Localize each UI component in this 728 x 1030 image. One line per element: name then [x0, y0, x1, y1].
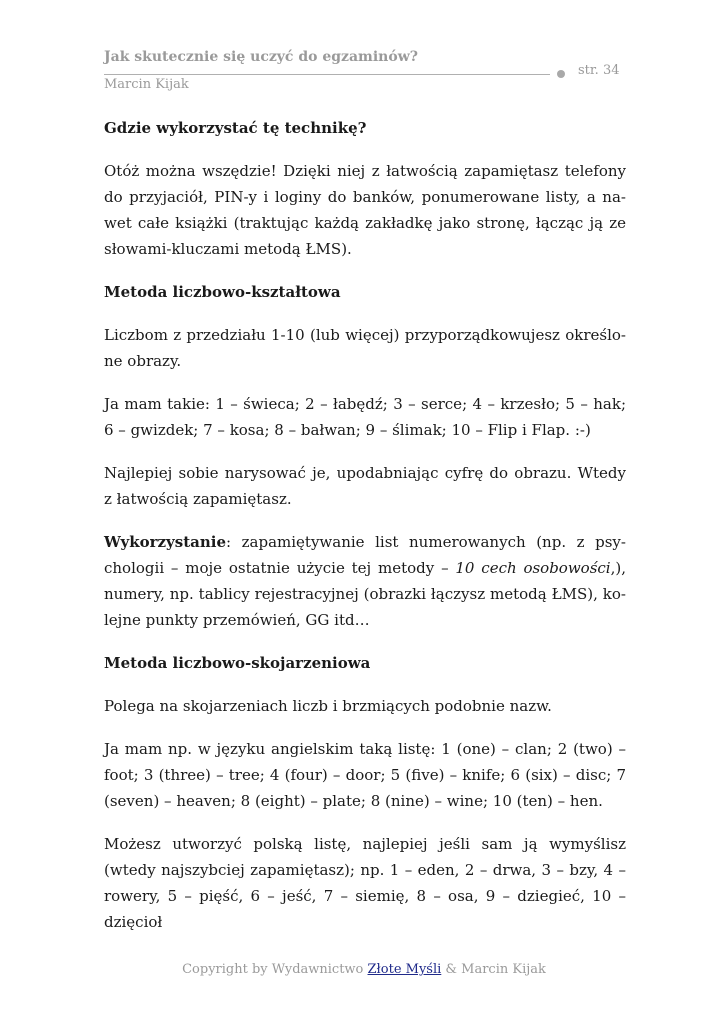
paragraph: Polega na skojarzeniach liczb i brzmiących podobnie nazw. [104, 697, 552, 715]
header-author: Marcin Kijak [104, 77, 189, 92]
usage-label: Wykorzystanie [104, 533, 227, 551]
paragraph-usage [104, 529, 626, 633]
page-content [104, 115, 626, 952]
paragraph: Najlepiej sobie narysować je, upodabniając cyfrę do obrazu. Wtedy z łatwością zapamiętasz. [104, 464, 626, 508]
paragraph: Ja mam np. w języku angielskim taką listę: 1 (one) – clan; 2 (two) – foot; 3 (three) – tree; 4 (four) – door; 5 (five) – knife; 6 (six) – disc; 7 (seven) – heaven; 8 (eight) – plate; 8 (nine) – wine; 10 (ten) – hen. [104, 740, 626, 810]
usage-text-a: : zapamiętywanie list numerowanych (np. z psychologii – moje ostatnie użycie tej metody – [104, 533, 626, 577]
footer-copyright [0, 962, 728, 977]
page-number: str. 34 [578, 63, 620, 78]
usage-text-b: ,), numery, np. tablicy rejestracyjnej (obrazki łączysz metodą ŁMS), kolejne punkty przemówień, GG itd… [104, 559, 626, 629]
usage-italic: 10 cech osobowości [455, 559, 611, 577]
section-heading-usage: Gdzie wykorzystać tę technikę? [104, 119, 367, 137]
publisher-link[interactable]: Złote Myśli [367, 962, 442, 977]
section-heading-number-association: Metoda liczbowo-skojarzeniowa [104, 654, 371, 672]
header-book-title: Jak skutecznie się uczyć do egzaminów? [104, 49, 418, 65]
header-bullet-icon [557, 70, 565, 78]
footer-suffix: & Marcin Kijak [441, 962, 546, 977]
footer-prefix: Copyright by Wydawnictwo [182, 962, 368, 977]
header-divider [104, 74, 550, 75]
paragraph: Ja mam takie: 1 – świeca; 2 – łabędź; 3 – serce; 4 – krzesło; 5 – hak; 6 – gwizdek; 7 – kosa; 8 – bałwan; 9 – ślimak; 10 – Flip i Flap. :-) [104, 395, 626, 439]
paragraph: Możesz utworzyć polską listę, najlepiej jeśli sam ją wymyślisz (wtedy najszybciej zapamiętasz); np. 1 – eden, 2 – drwa, 3 – bzy, 4 – rowery, 5 – pięść, 6 – jeść, 7 – siemię, 8 – osa, 9 – dziegieć, 10 – dzięcioł [104, 835, 626, 931]
section-heading-number-shape: Metoda liczbowo-kształtowa [104, 283, 341, 301]
paragraph: Otóż można wszędzie! Dzięki niej z łatwością zapamiętasz telefony do przyjaciół, PIN-y i loginy do banków, ponumerowane listy, a nawet całe książki (traktując każdą zakładkę jako stronę, łącząc ją ze słowami-kluczami metodą ŁMS). [104, 162, 626, 258]
paragraph: Liczbom z przedziału 1-10 (lub więcej) przyporządkowujesz określone obrazy. [104, 326, 626, 370]
